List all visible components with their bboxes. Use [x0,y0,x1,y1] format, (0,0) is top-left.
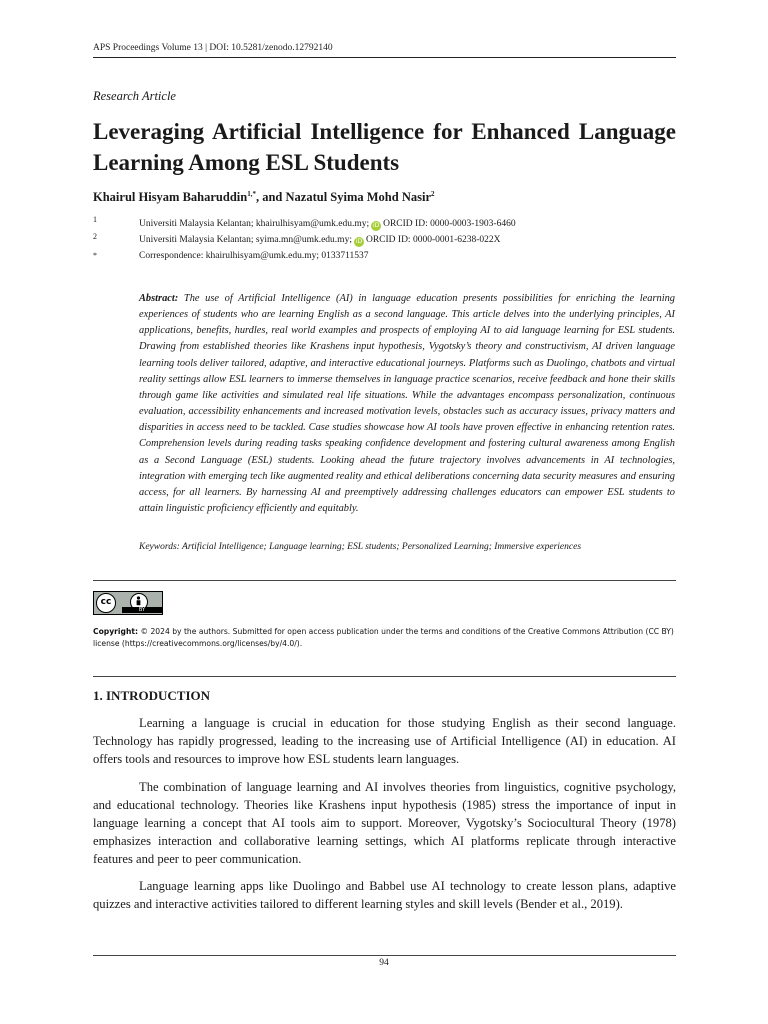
affiliation-2-mark: 2 [93,232,97,241]
creative-commons-icon: cc [96,593,116,613]
affiliation-2-text: Universiti Malaysia Kelantan; syima.mn@umk.edu.my; [139,235,352,245]
paragraph-3 [93,877,676,913]
copyright-label: Copyright: [93,627,139,636]
abstract-label: Abstract: [139,293,179,304]
author-2: Nazatul Syima Mohd Nasir [285,190,431,205]
orcid-icon[interactable]: iD [355,238,363,245]
copyright-notice [93,626,676,649]
paragraph-3-text: Language learning apps like Duolingo and Babbel use AI technology to create lesson plans, adaptive quizzes and interactive activities tailored to different learning styles and skill levels (Bender et al., 2019). [93,879,676,911]
author-1-affiliation-mark: 1,* [247,190,256,198]
copyright-text: © 2024 by the authors. Submitted for open access publication under the terms and conditions of the Creative Commons Attribution (CC BY) license (https://creativecommons.org/licenses/by/4.0/). [93,627,674,648]
keywords: Keywords: Artificial Intelligence; Language learning; ESL students; Personalized Learning; Immersive experiences [139,542,582,552]
header-rule [93,57,676,58]
correspondence: Correspondence: khairulhisyam@umk.edu.my; 0133711537 [139,251,369,261]
affiliation-1-mark: 1 [93,215,97,224]
author-list [93,190,435,205]
affiliation-2-orcid[interactable]: ORCID ID: 0000-0001-6238-022X [365,235,501,245]
paragraph-2-text: The combination of language learning and AI involves theories from linguistics, cognitive psychology, and educational technology. Theories like Krashens input hypothesis (1985) stress the importance of input in language learning a concept that AI tools aim to support. Moreover, Vygotsky’s Sociocultural Theory (1978) emphasizes interaction and collaborative learning settings, which AI platforms replicate through interactive features and peer to peer communication. [93,780,676,866]
correspondence-mark: * [93,251,97,260]
author-1: Khairul Hisyam Baharuddin [93,190,248,205]
article-title: Leveraging Artificial Intelligence for Enhanced Language Learning Among ESL Students [93,119,676,175]
affiliation-1 [139,219,516,231]
author-connector: , and [255,190,286,205]
affiliation-2 [139,235,501,247]
affiliation-1-orcid[interactable]: ORCID ID: 0000-0003-1903-6460 [383,219,516,229]
section-heading-introduction: 1. INTRODUCTION [93,688,211,703]
running-head: APS Proceedings Volume 13 | DOI: 10.5281/zenodo.12792140 [93,43,333,53]
page-number: 94 [379,958,389,968]
orcid-icon[interactable]: iD [372,222,380,229]
paragraph-2 [93,778,676,868]
footer-rule [93,955,676,956]
divider [93,676,676,677]
by-label: BY [122,607,162,613]
article-type: Research Article [93,89,176,103]
cc-by-license-badge[interactable] [93,591,163,615]
abstract [139,291,675,517]
divider [93,580,676,581]
paragraph-1-text: Learning a language is crucial in education for those studying English as their second language. Technology has rapidly progressed, leading to the increasing use of Artificial Intelligence (AI) in education. AI offers tools and resources to improve how ESL students learn languages. [93,716,676,766]
author-2-affiliation-mark: 2 [431,190,435,198]
abstract-text: The use of Artificial Intelligence (AI) in language education presents possibilities for enriching the learning experiences of students who are learning English as a second language. This article delves into the underlying principles, AI applications, benefits, hurdles, real world examples and prospects of employing AI to aid language learning for ESL students. Drawing from established theories like Krashens input hypothesis, Vygotsky’s theory and constructivism, AI driven language learning tools deliver tailored, adaptive, and interactive educational journeys. Platforms such as Duolingo, chatbots and virtual reality settings allow ESL learners to immerse themselves in language practice scenarios, receive feedback and hone their skills through game like activities and simulated real life situations. While the advantages encompass personalization, continuous evaluation, accessibility enhancements and increased motivation levels, obstacles such as accuracy issues, privacy matters and disparities in access need to be tackled. Case studies showcase how AI tools have proven effective in enhancing retention rates. Comprehension levels during reading tasks speaking confidence development and fostering cultural awareness among English as a Second Language (ESL) students. Looking ahead the future trajectory involves advancements in AI technologies, integration with emerging tech like augmented reality and ethical deliberations concerning data security measures and ensuring access, for all learners. By harnessing AI and preemptively addressing challenges educators can empower ESL students to attain linguistic proficiency efficiently and equitably. [139,293,675,515]
paragraph-1 [93,714,676,768]
affiliation-1-text: Universiti Malaysia Kelantan; khairulhisyam@umk.edu.my; [139,219,370,229]
